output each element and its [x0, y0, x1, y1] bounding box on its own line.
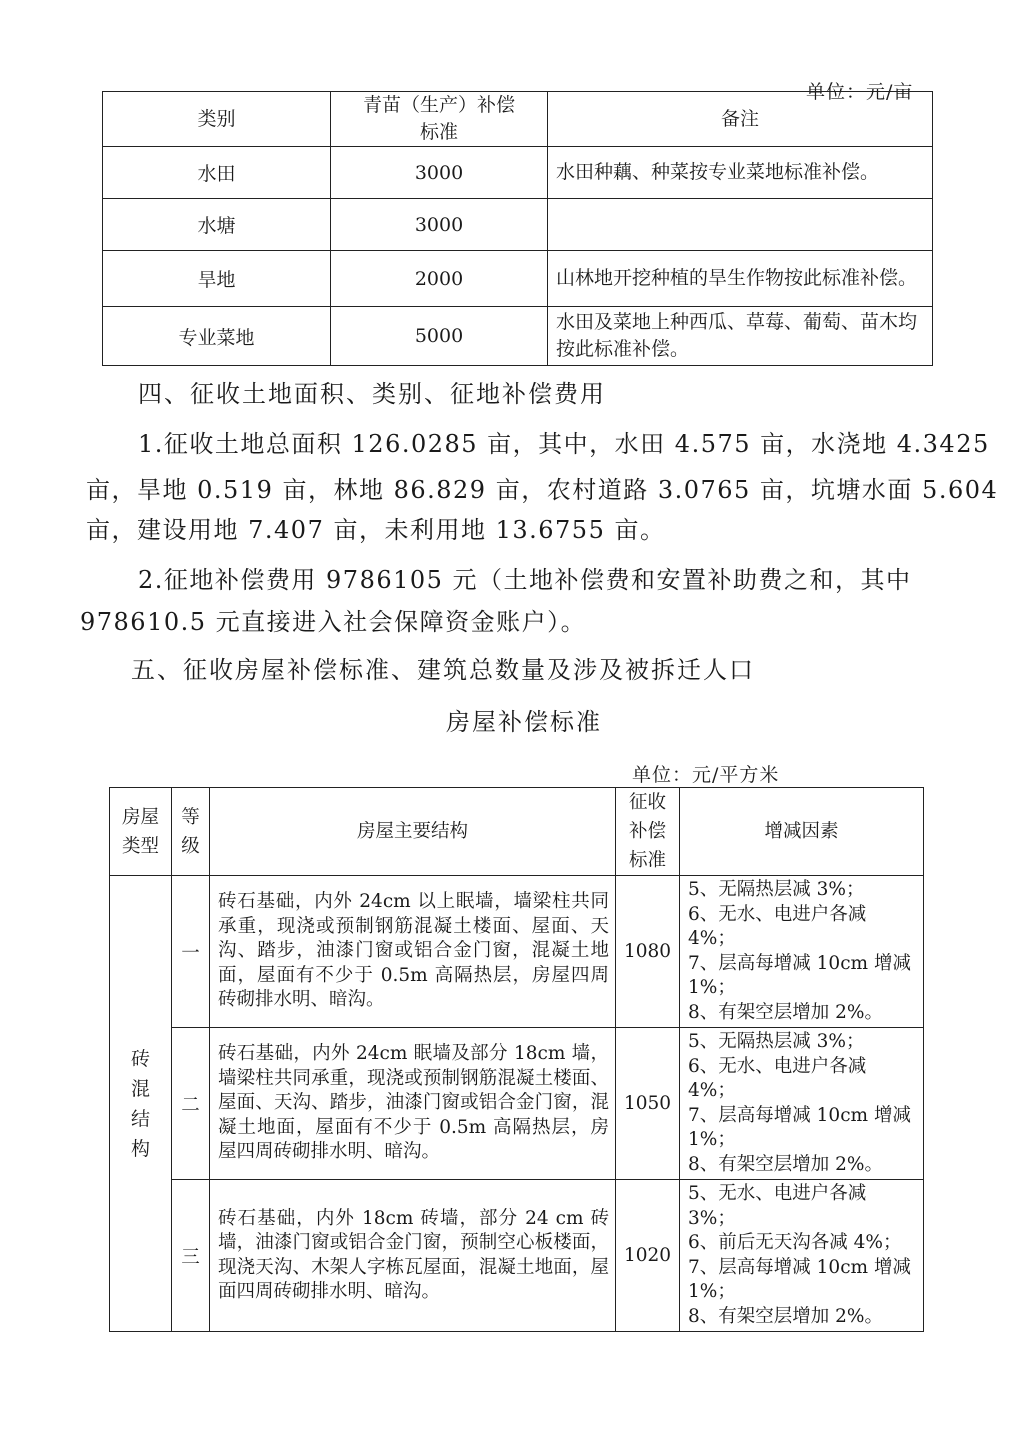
- header-house-type: 房屋类型: [110, 788, 172, 876]
- factor-item: 6、无水、电进户各减 4%；: [688, 903, 867, 949]
- section4-heading: 四、征收土地面积、类别、征地补偿费用: [138, 380, 606, 408]
- cell-grade: 三: [172, 1180, 210, 1332]
- cell-standard: 5000: [331, 307, 548, 366]
- section4-p1-line3: 亩，建设用地 7.407 亩，未利用地 13.6755 亩。: [86, 516, 666, 544]
- cell-factors: [680, 876, 924, 1028]
- table-row: [103, 307, 933, 366]
- table2-unit: 单位：元/平方米: [632, 764, 780, 786]
- factor-item: 6、前后无天沟各减 4%；: [688, 1232, 902, 1253]
- factor-item: 8、有架空层增加 2%。: [688, 1001, 884, 1023]
- house-table-title: 房屋补偿标准: [446, 708, 602, 736]
- section4-p2-line1: 2.征地补偿费用 9786105 元（土地补偿费和安置补助费之和，其中: [138, 566, 912, 594]
- cell-structure: 砖石基础，内外 18cm 砖墙，部分 24 cm 砖墙，油漆门窗或铝合金门窗，预制空心板楼面，现浇天沟、木架人字栋瓦屋面，混凝土地面，屋面四周砖砌排水明、暗沟。: [210, 1180, 616, 1332]
- table-row: [103, 251, 933, 307]
- table-row: [110, 876, 924, 1028]
- seedling-compensation-table: [102, 91, 933, 366]
- cell-standard: 3000: [331, 199, 548, 251]
- header-structure: 房屋主要结构: [210, 788, 616, 876]
- factor-item: 8、有架空层增加 2%。: [688, 1305, 884, 1327]
- section4-p2-line2: 978610.5 元直接进入社会保障资金账户）。: [80, 608, 587, 636]
- cell-standard: 1080: [616, 876, 680, 1028]
- house-compensation-table: [109, 787, 924, 1332]
- cell-standard: 1050: [616, 1028, 680, 1180]
- factor-item: 5、无水、电进户各减 3%；: [688, 1183, 867, 1229]
- header-factors: 增减因素: [680, 788, 924, 876]
- header-grade: 等级: [172, 788, 210, 876]
- cell-note: 山林地开挖种植的旱生作物按此标准补偿。: [548, 251, 933, 307]
- table-row: [110, 1180, 924, 1332]
- cell-grade: 一: [172, 876, 210, 1028]
- cell-note: 水田种藕、种菜按专业菜地标准补偿。: [548, 147, 933, 199]
- header-note: 备注: [548, 92, 933, 147]
- table-row: [103, 147, 933, 199]
- factor-item: 7、层高每增减 10cm 增减 1%；: [688, 952, 911, 998]
- header-standard: 征收补偿标准: [616, 788, 680, 876]
- cell-category: 水塘: [103, 199, 331, 251]
- table-row: [110, 1028, 924, 1180]
- table-header-row: [103, 92, 933, 147]
- factor-item: 7、层高每增减 10cm 增减 1%；: [688, 1104, 911, 1150]
- cell-house-type: 砖混结构: [110, 876, 172, 1332]
- cell-category: 专业菜地: [103, 307, 331, 366]
- factor-item: 8、有架空层增加 2%。: [688, 1153, 884, 1175]
- cell-standard: 1020: [616, 1180, 680, 1332]
- header-category: 类别: [103, 92, 331, 147]
- table1-unit: 单位：元/亩: [806, 81, 914, 103]
- cell-category: 旱地: [103, 251, 331, 307]
- cell-structure: 砖石基础，内外 24cm 以上眠墙，墙梁柱共同承重，现浇或预制钢筋混凝土楼面、屋面、天沟、踏步，油漆门窗或铝合金门窗，混凝土地面，屋面有不少于 0.5m 高隔热层，房屋四周砖砌排水明、暗沟。: [210, 876, 616, 1028]
- cell-category: 水田: [103, 147, 331, 199]
- cell-grade: 二: [172, 1028, 210, 1180]
- cell-note: 水田及菜地上种西瓜、草莓、葡萄、苗木均按此标准补偿。: [548, 307, 933, 366]
- header-standard: 青苗（生产）补偿标准: [331, 92, 548, 147]
- section4-p1-line1: 1.征收土地总面积 126.0285 亩，其中，水田 4.575 亩，水浇地 4.3425: [138, 430, 990, 458]
- table-row: [103, 199, 933, 251]
- table-header-row: [110, 788, 924, 876]
- factor-item: 6、无水、电进户各减 4%；: [688, 1055, 867, 1101]
- section5-heading: 五、征收房屋补偿标准、建筑总数量及涉及被拆迁人口: [131, 656, 755, 684]
- section4-p1-line2: 亩，旱地 0.519 亩，林地 86.829 亩，农村道路 3.0765 亩，坑塘水面 5.604: [86, 476, 999, 504]
- factor-item: 5、无隔热层减 3%；: [688, 1031, 865, 1052]
- cell-factors: [680, 1028, 924, 1180]
- cell-factors: [680, 1180, 924, 1332]
- factor-item: 5、无隔热层减 3%；: [688, 879, 865, 900]
- cell-note: [548, 199, 933, 251]
- cell-standard: 3000: [331, 147, 548, 199]
- cell-structure: 砖石基础，内外 24cm 眠墙及部分 18cm 墙，墙梁柱共同承重，现浇或预制钢筋混凝土楼面、屋面、天沟、踏步，油漆门窗或铝合金门窗，混凝土地面，屋面有不少于 0.5m 高隔热层，房屋四周砖砌排水明、暗沟。: [210, 1028, 616, 1180]
- factor-item: 7、层高每增减 10cm 增减 1%；: [688, 1256, 911, 1302]
- cell-standard: 2000: [331, 251, 548, 307]
